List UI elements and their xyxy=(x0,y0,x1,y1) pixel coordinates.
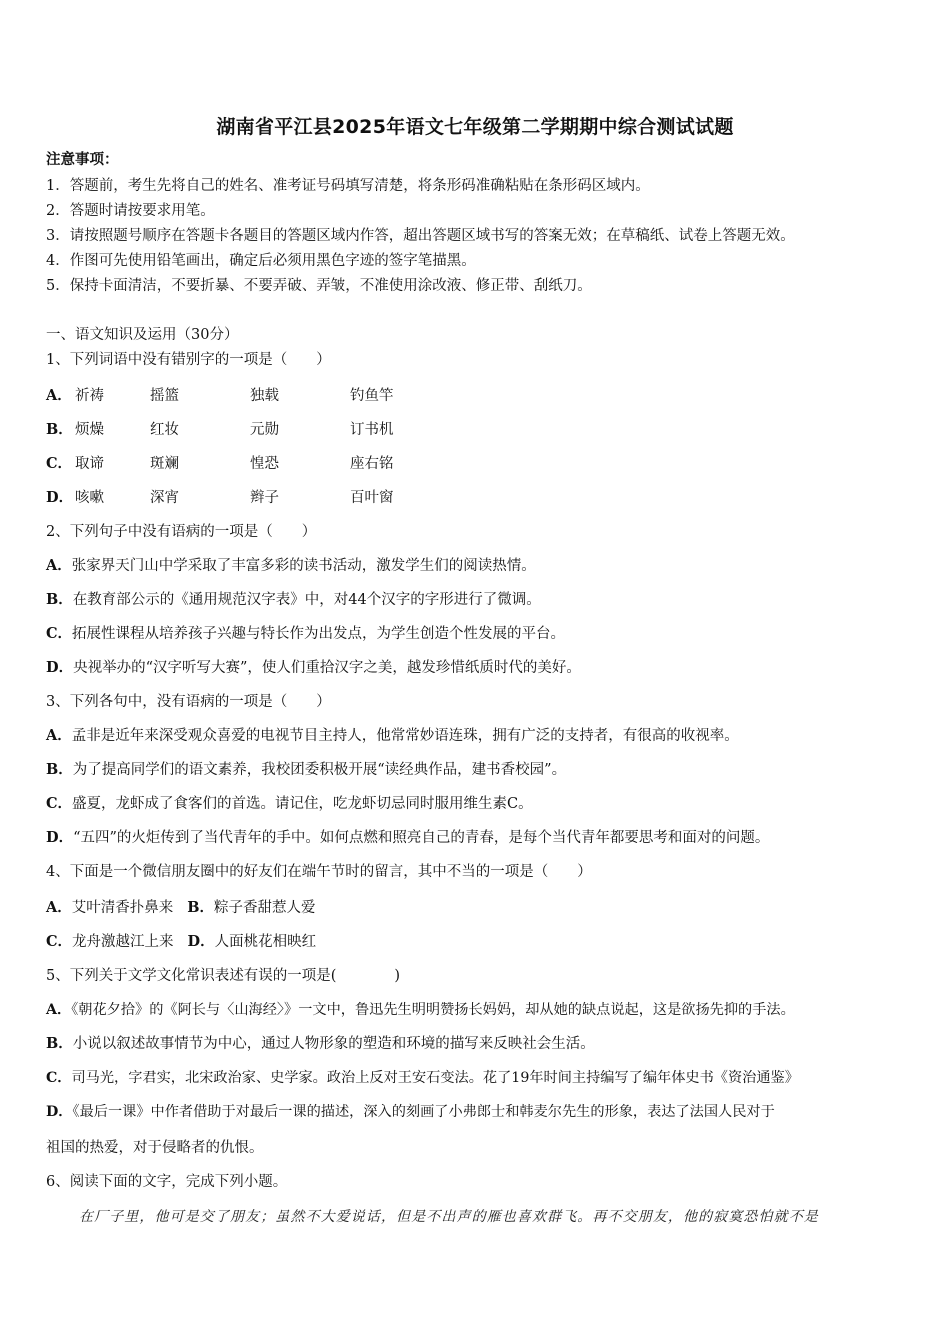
word: 斑斓 xyxy=(150,456,179,472)
word: 订书机 xyxy=(350,422,394,438)
option-label: A． xyxy=(46,387,72,404)
q2-option-b xyxy=(46,590,541,610)
q3-option-c xyxy=(46,794,533,814)
q5-option-c xyxy=(46,1068,799,1088)
option-label: B． xyxy=(46,421,73,438)
question-5-stem: 5、下列关于文学文化常识表述有误的一项是( ) xyxy=(46,968,401,984)
q3-option-a xyxy=(46,726,739,746)
option-label: D． xyxy=(46,1104,73,1120)
question-6-stem: 6、阅读下面的文字，完成下列小题。 xyxy=(46,1174,288,1190)
q3-option-b xyxy=(46,760,566,780)
option-text: 《朝花夕拾》的《阿长与〈山海经〉》一文中，鲁迅先生明明赞扬长妈妈，却从她的缺点说起，这是欲扬先抑的手法。 xyxy=(71,1002,795,1018)
word: 咳嗽 xyxy=(75,490,104,506)
word: 烦燥 xyxy=(75,422,104,438)
question-1-stem: 1、下列词语中没有错别字的一项是（ ） xyxy=(46,352,331,368)
word: 座右铭 xyxy=(350,456,394,472)
option-text: 人面桃花相映红 xyxy=(214,934,317,950)
page-title: 湖南省平江县2025年语文七年级第二学期期中综合测试试题 xyxy=(216,116,734,138)
option-text: 为了提高同学们的语文素养，我校团委积极开展“读经典作品，建书香校园”。 xyxy=(72,762,567,778)
q2-option-d xyxy=(46,658,581,678)
option-text: 央视举办的“汉字听写大赛”，使人们重拾汉字之美，越发珍惜纸质时代的美好。 xyxy=(73,660,581,676)
question-4-stem: 4、下面是一个微信朋友圈中的好友们在端午节时的留言，其中不当的一项是（ ） xyxy=(46,864,592,880)
question-3-stem: 3、下列各句中，没有语病的一项是（ ） xyxy=(46,694,331,710)
option-label: B． xyxy=(46,1035,73,1052)
option-text: 孟非是近年来深受观众喜爱的电视节目主持人，他常常妙语连珠，拥有广泛的支持者，有很高的收视率。 xyxy=(71,728,739,744)
option-label: A． xyxy=(46,899,72,916)
q2-option-c xyxy=(46,624,565,644)
word: 深宵 xyxy=(150,490,179,506)
option-label: C． xyxy=(46,625,73,642)
notice-heading: 注意事项： xyxy=(46,151,119,168)
option-text: 艾叶清香扑鼻来 xyxy=(71,900,174,916)
option-label: B． xyxy=(46,761,73,778)
option-text: 张家界天门山中学采取了丰富多彩的读书活动，激发学生们的阅读热情。 xyxy=(71,558,536,574)
word: 取谛 xyxy=(75,456,104,472)
q1-option-b xyxy=(46,420,466,440)
q4-options-ab xyxy=(46,898,316,918)
option-label: D． xyxy=(46,489,74,506)
option-label: D． xyxy=(187,933,215,950)
q1-option-d xyxy=(46,488,466,508)
notice-item: 2．答题时请按要求用笔。 xyxy=(46,203,215,219)
word: 祈祷 xyxy=(75,388,104,404)
option-text: 《最后一课》中作者借助于对最后一课的描述，深入的刻画了小弗郎士和韩麦尔先生的形象，表达了法国人民对于 xyxy=(72,1104,775,1120)
option-text: 粽子香甜惹人爱 xyxy=(214,900,316,916)
question-2-stem: 2、下列句子中没有语病的一项是（ ） xyxy=(46,524,317,540)
option-label: B． xyxy=(46,591,73,608)
option-text: 在教育部公示的《通用规范汉字表》中，对44个汉字的字形进行了微调。 xyxy=(72,592,541,608)
option-text: 小说以叙述故事情节为中心，通过人物形象的塑造和环境的描写来反映社会生活。 xyxy=(72,1036,595,1052)
word: 摇篮 xyxy=(150,388,179,404)
option-label: C． xyxy=(46,795,73,812)
word: 独载 xyxy=(250,388,279,404)
option-text: “五四”的火炬传到了当代青年的手中。如何点燃和照亮自己的青春，是每个当代青年都要思考和面对的问题。 xyxy=(73,830,770,846)
word: 红妆 xyxy=(150,422,179,438)
option-label: C． xyxy=(46,1070,72,1086)
word: 辫子 xyxy=(250,490,279,506)
option-label: C． xyxy=(46,455,73,472)
q2-option-a xyxy=(46,556,536,576)
option-label: B． xyxy=(187,899,215,916)
q4-options-cd xyxy=(46,932,316,952)
notice-item: 5．保持卡面清洁，不要折暴、不要弄破、弄皱，不准使用涂改液、修正带、刮纸刀。 xyxy=(46,278,592,294)
q1-option-a xyxy=(46,386,466,406)
option-text: 盛夏，龙虾成了食客们的首选。请记住，吃龙虾切忌同时服用维生素C。 xyxy=(72,796,533,812)
q3-option-d xyxy=(46,828,769,848)
q5-option-a xyxy=(46,1000,795,1020)
word: 惶恐 xyxy=(250,456,279,472)
notice-item: 1．答题前，考生先将自己的姓名、准考证号码填写清楚，将条形码准确粘贴在条形码区域内。 xyxy=(46,178,650,194)
reading-passage: 在厂子里，他可是交了朋友；虽然不大爱说话，但是不出声的雁也喜欢群飞。再不交朋友，他的寂寞恐怕就不是 xyxy=(79,1209,819,1225)
q5-option-d-continued: 祖国的热爱，对于侵略者的仇恨。 xyxy=(46,1140,264,1156)
notice-item: 4．作图可先使用铅笔画出，确定后必须用黑色字迹的签字笔描黑。 xyxy=(46,253,476,269)
word: 元勋 xyxy=(250,422,279,438)
q1-option-c xyxy=(46,454,466,474)
option-label: A． xyxy=(46,557,72,574)
option-text: 拓展性课程从培养孩子兴趣与特长作为出发点，为学生创造个性发展的平台。 xyxy=(72,626,566,642)
option-label: D． xyxy=(46,659,74,676)
option-label: A． xyxy=(46,1002,72,1018)
option-label: C． xyxy=(46,933,73,950)
q5-option-d xyxy=(46,1102,775,1122)
option-text: 龙舟激越江上来 xyxy=(72,934,174,950)
section-heading: 一、语文知识及运用（30分） xyxy=(46,327,239,343)
word: 钓鱼竿 xyxy=(350,388,394,404)
notice-item: 3．请按照题号顺序在答题卡各题目的答题区域内作答，超出答题区域书写的答案无效；在草稿纸、试卷上答题无效。 xyxy=(46,228,795,244)
word: 百叶窗 xyxy=(350,490,394,506)
option-label: D． xyxy=(46,829,74,846)
option-text: 司马光，字君实，北宋政治家、史学家。政治上反对王安石变法。花了19年时间主持编写了编年体史书《资治通鉴》 xyxy=(71,1070,799,1086)
option-label: A． xyxy=(46,727,72,744)
q5-option-b xyxy=(46,1034,595,1054)
